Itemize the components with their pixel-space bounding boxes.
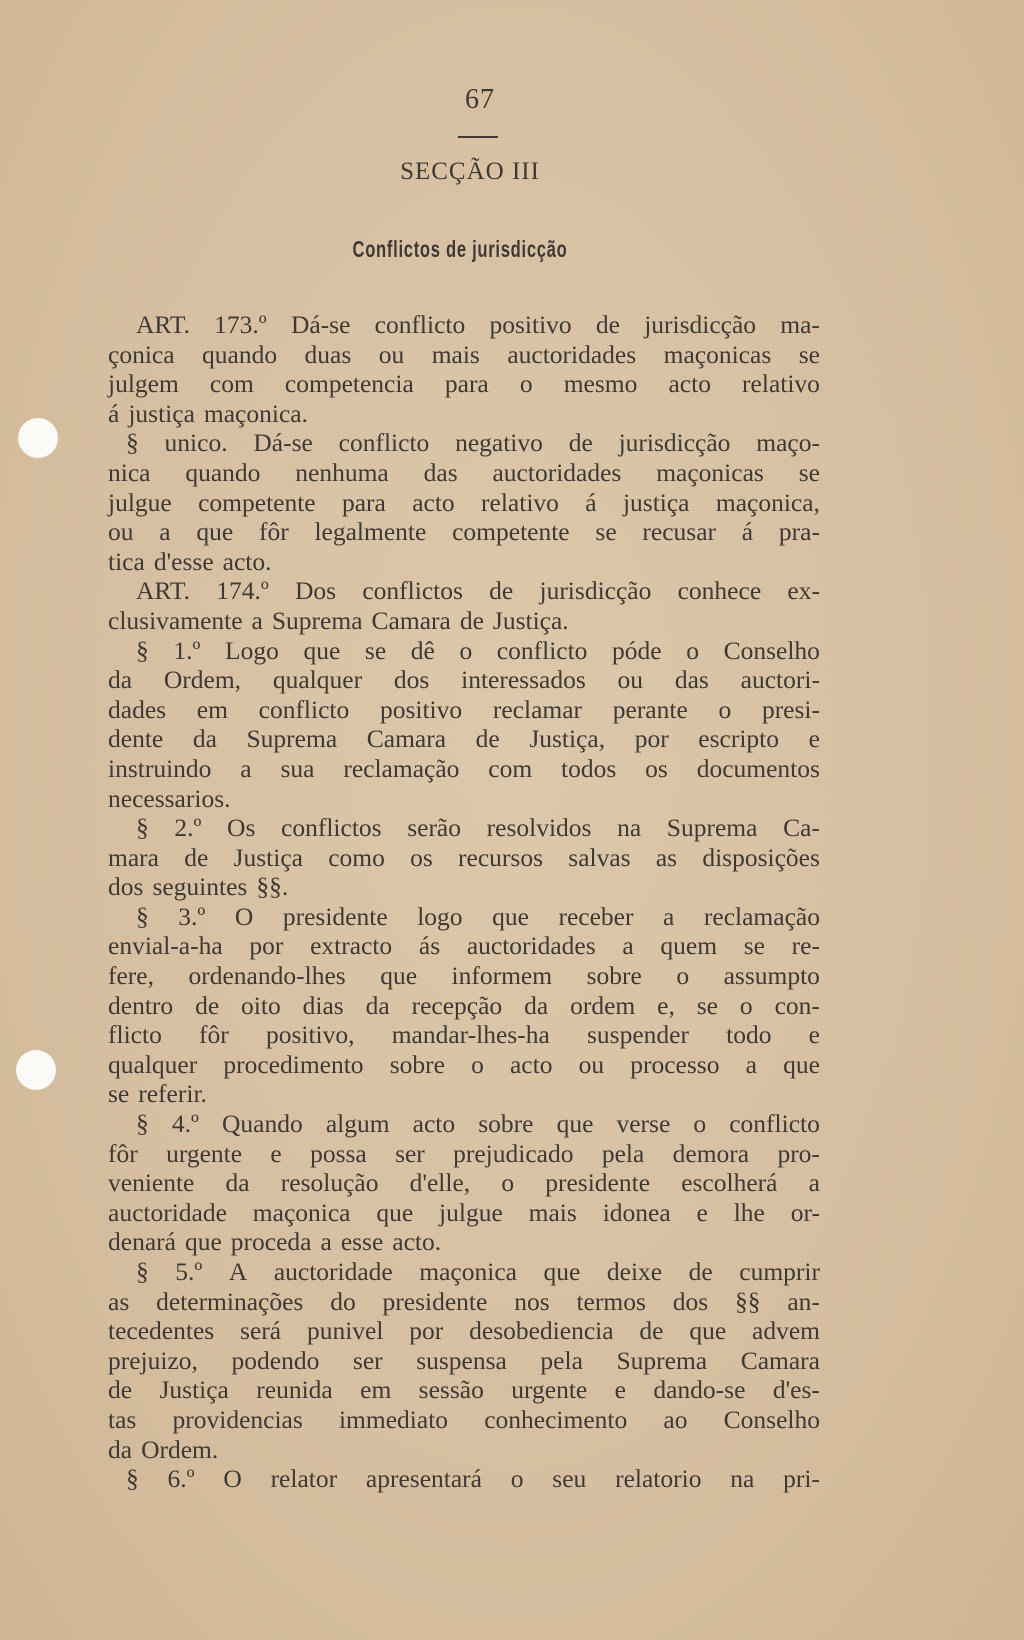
header-rule	[458, 136, 498, 138]
text-line: prejuizo, podendo ser suspensa pela Suprema Camara	[108, 1345, 820, 1375]
text-line: instruindo a sua reclamação com todos os documentos	[108, 753, 820, 783]
text-line: § 4.º Quando algum acto sobre que verse o conflicto	[136, 1109, 820, 1139]
text-line: tecedentes será punivel por desobediencia de que advem	[108, 1316, 820, 1346]
section-title: SECÇÃO III	[400, 158, 540, 185]
text-line: nica quando nenhuma das auctoridades maçonicas se	[108, 457, 820, 487]
text-line: § 6.º O relator apresentará o seu relatorio na pri-	[126, 1464, 820, 1494]
page-number: 67	[465, 84, 495, 115]
text-line: necessarios.	[108, 783, 231, 813]
section-subtitle: Conflictos de jurisdicção	[352, 236, 568, 262]
text-line: tas providencias immediato conhecimento ao Conselho	[108, 1404, 820, 1434]
text-line: § unico. Dá-se conflicto negativo de jurisdicção maço-	[126, 428, 820, 458]
text-line: flicto fôr positivo, mandar-lhes-ha suspender todo e	[108, 1020, 820, 1050]
text-line: çonica quando duas ou mais auctoridades maçonicas se	[108, 339, 820, 369]
text-line: § 1.º Logo que se dê o conflicto póde o Conselho	[136, 635, 820, 665]
text-line: julgue competente para acto relativo á justiça maçonica,	[108, 487, 820, 517]
text-line: de Justiça reunida em sessão urgente e dando-se d'es-	[108, 1375, 820, 1405]
binding-hole	[16, 1050, 56, 1090]
text-line: fôr urgente e possa ser prejudicado pela demora pro-	[108, 1138, 820, 1168]
text-line: á justiça maçonica.	[108, 398, 308, 428]
body-text	[108, 310, 820, 1494]
text-line: julgem com competencia para o mesmo acto relativo	[108, 369, 820, 399]
text-line: § 2.º Os conflictos serão resolvidos na Suprema Ca-	[136, 813, 820, 843]
text-line: dos seguintes §§.	[108, 872, 289, 902]
text-line: ou a que fôr legalmente competente se recusar á pra-	[108, 517, 820, 547]
text-line: tica d'esse acto.	[108, 546, 272, 576]
text-line: ART. 173.º Dá-se conflicto positivo de jurisdicção ma-	[136, 310, 820, 339]
text-line: § 3.º O presidente logo que receber a reclamação	[136, 901, 820, 931]
text-line: se referir.	[108, 1079, 207, 1109]
text-line: mara de Justiça como os recursos salvas as disposições	[108, 842, 820, 872]
text-line: veniente da resolução d'elle, o presidente escolherá a	[108, 1168, 820, 1198]
text-line: da Ordem.	[108, 1434, 219, 1464]
text-line: denará que proceda a esse acto.	[108, 1227, 442, 1257]
text-line: auctoridade maçonica que julgue mais idonea e lhe or-	[108, 1197, 820, 1227]
binding-hole	[18, 418, 58, 458]
text-line: qualquer procedimento sobre o acto ou processo a que	[108, 1049, 820, 1079]
text-line: dentro de oito dias da recepção da ordem e, se o con-	[108, 990, 820, 1020]
text-line: clusivamente a Suprema Camara de Justiça.	[108, 605, 569, 635]
text-line: dente da Suprema Camara de Justiça, por escripto e	[108, 724, 820, 754]
text-line: ART. 174.º Dos conflictos de jurisdicção conhece ex-	[136, 576, 820, 606]
text-line: § 5.º A auctoridade maçonica que deixe de cumprir	[136, 1257, 820, 1286]
text-line: da Ordem, qualquer dos interessados ou das auctori-	[108, 665, 820, 695]
text-line: fere, ordenando-lhes que informem sobre o assumpto	[108, 961, 820, 991]
text-line: envial-a-ha por extracto ás auctoridades a quem se re-	[108, 931, 820, 961]
text-line: as determinações do presidente nos termos dos §§ an-	[108, 1286, 820, 1316]
text-line: dades em conflicto positivo reclamar perante o presi-	[108, 694, 820, 724]
